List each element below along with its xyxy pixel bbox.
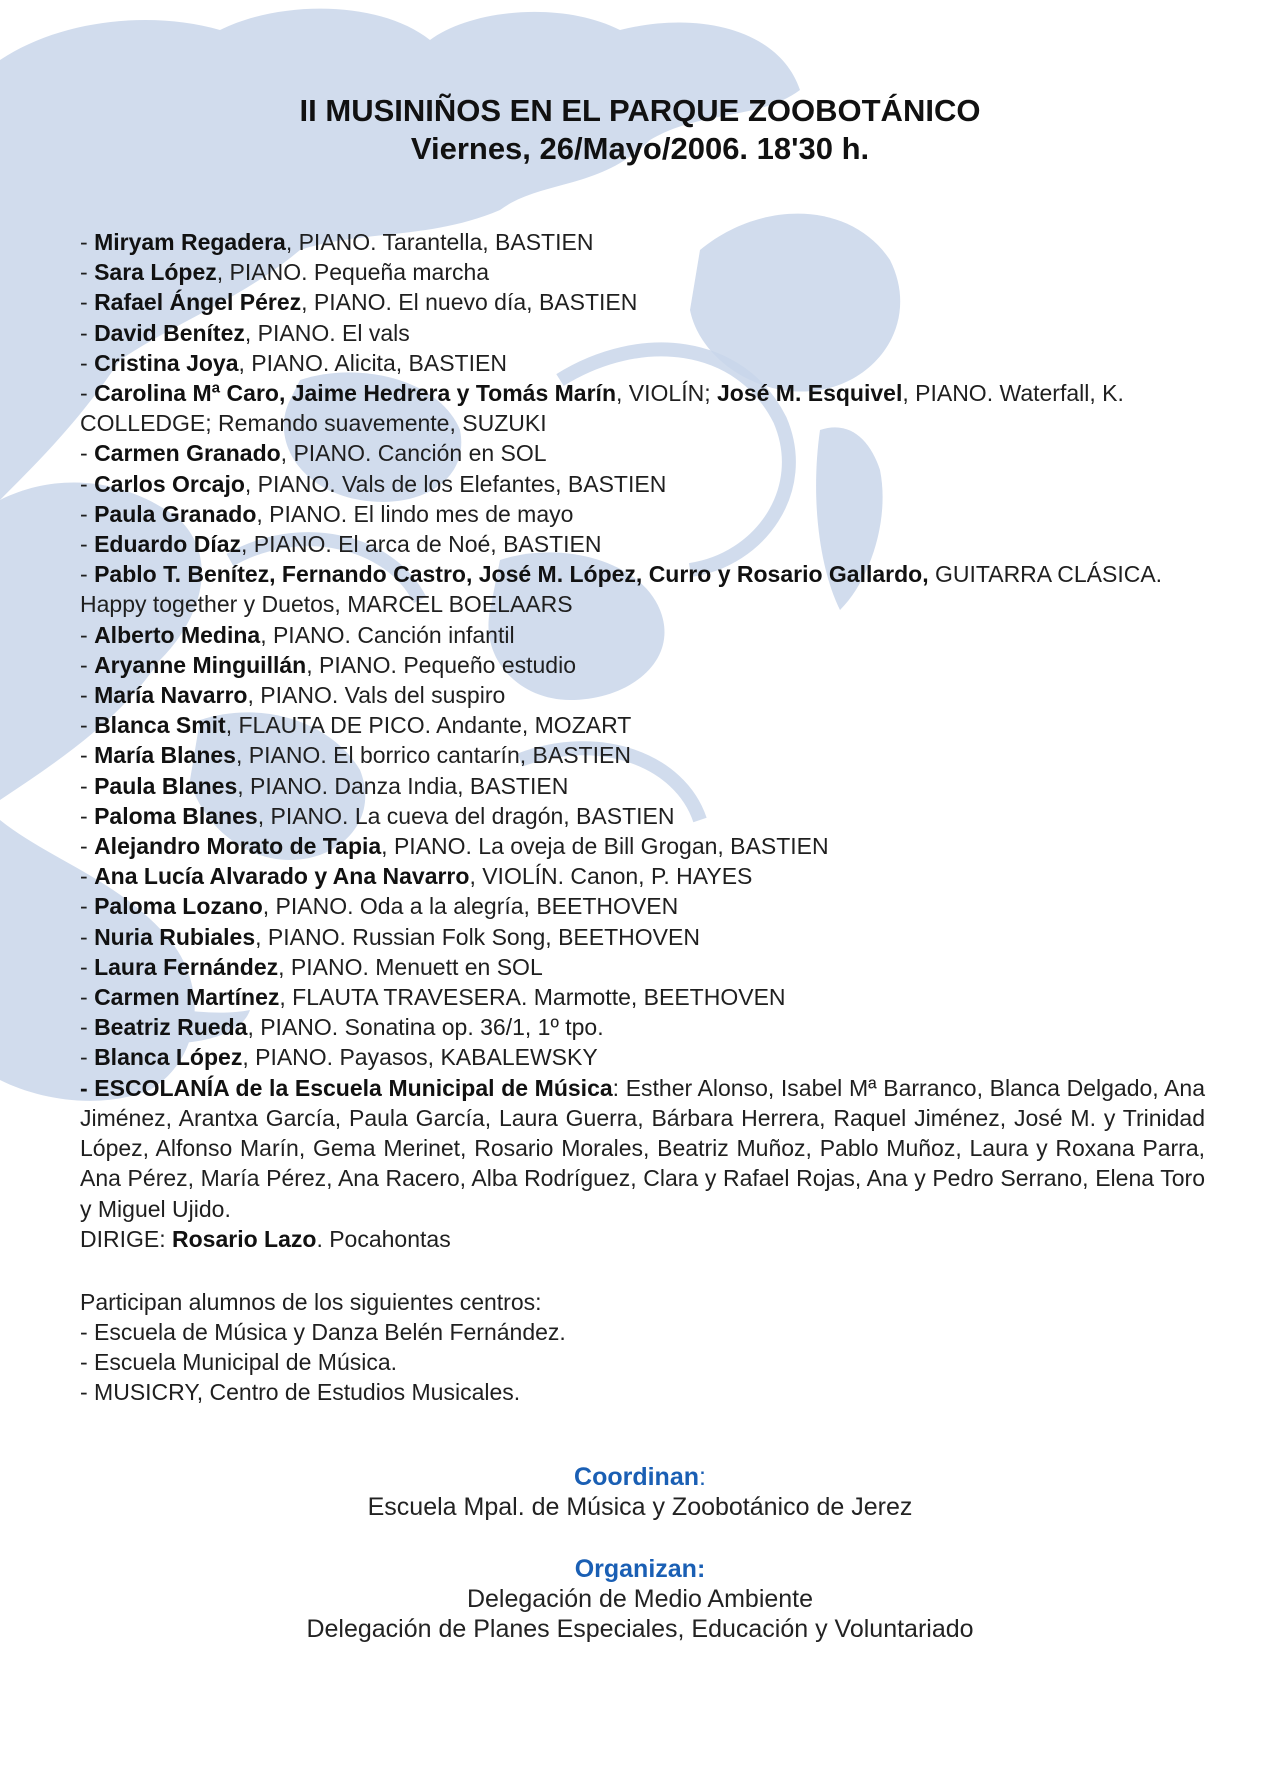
entry-dash: -: [80, 682, 95, 709]
performance-entry: [80, 982, 1205, 1012]
center-item: - Escuela de Música y Danza Belén Fernández.: [80, 1319, 566, 1345]
performance-entry: [80, 650, 1205, 680]
performance-entry: [80, 318, 1205, 348]
event-title: II MUSINIÑOS EN EL PARQUE ZOOBOTÁNICO: [299, 93, 981, 128]
entry-dash: -: [80, 229, 95, 255]
entry-dash: -: [80, 259, 95, 286]
performance-entry: [80, 891, 1205, 921]
performer-name: Laura Fernández: [94, 953, 279, 980]
entry-dash: -: [80, 863, 95, 890]
performer-name: Blanca Smit: [94, 712, 226, 739]
performance-entry: [80, 620, 1205, 650]
entry-dash: -: [80, 440, 95, 467]
center-item: - Escuela Municipal de Música.: [80, 1349, 398, 1375]
entry-dash: -: [80, 953, 95, 980]
performer-name: Sara López: [94, 259, 217, 286]
entry-dash: -: [80, 1044, 95, 1071]
entry-dash: -: [80, 319, 95, 346]
performance-details: , VIOLÍN. Canon, P. HAYES: [469, 863, 753, 890]
performer-name: Blanca López: [94, 1044, 243, 1071]
entry-dash: -: [80, 531, 95, 558]
performance-entry: [80, 952, 1205, 982]
performer-name: Carolina Mª Caro, Jaime Hedrera y Tomás Marín: [94, 380, 616, 407]
performance-entry: [80, 287, 1205, 317]
performance-details: , PIANO. El nuevo día, BASTIEN: [301, 289, 638, 316]
flyer-header: [0, 92, 1280, 168]
entry-dash: -: [80, 561, 95, 588]
performance-entry: [80, 922, 1205, 952]
credits-section: [0, 1462, 1280, 1644]
performer-name: Alberto Medina: [94, 621, 261, 648]
performance-program: [80, 227, 1205, 1254]
coordinate-heading: [0, 1462, 1280, 1492]
performance-entry: [80, 348, 1205, 378]
performance-entry: [80, 801, 1205, 831]
performer-name: Paloma Blanes: [94, 802, 258, 829]
performer-name: María Blanes: [94, 742, 236, 769]
performer-name: Rafael Ángel Pérez: [94, 289, 302, 316]
performer-name: Eduardo Díaz: [94, 531, 242, 558]
escolania-members: : Esther Alonso, Isabel Mª Barranco, Blanca Delgado, Ana Jiménez, Arantxa García, Paula García, Laura Guerra, Bárbara Herrera, Raquel Jiménez, José M. y Trinidad López, Alfonso Marín, Gema Merinet, Rosario Morales, Beatriz Muñoz, Pablo Muñoz, Laura y Roxana Parra, Ana Pérez, María Pérez, Ana Racero, Alba Rodríguez, Clara y Rafael Rojas, Ana y Pedro Serrano, Elena Toro y Miguel Ujido.: [80, 1074, 1205, 1222]
organize-heading: [0, 1554, 1280, 1584]
entry-dash: -: [80, 893, 95, 920]
organizer-item: Delegación de Planes Especiales, Educación y Voluntariado: [306, 1615, 974, 1643]
entry-dash: -: [80, 772, 95, 799]
performer-name: Carmen Granado: [94, 440, 281, 467]
performance-entry: [80, 1012, 1205, 1042]
performer-name: David Benítez: [94, 319, 245, 346]
performer-name: José M. Esquivel: [716, 380, 903, 407]
performance-list: [80, 227, 1205, 1073]
entry-dash: -: [80, 833, 95, 860]
performance-entry: [80, 499, 1205, 529]
performance-details: , PIANO. Vals de los Elefantes, BASTIEN: [244, 470, 667, 497]
performance-details: , PIANO. El lindo mes de mayo: [256, 500, 574, 527]
entry-dash: -: [80, 984, 95, 1011]
performance-entry: [80, 831, 1205, 861]
performance-entry: [80, 710, 1205, 740]
entry-dash: -: [80, 1014, 95, 1041]
performance-details: , PIANO. Alicita, BASTIEN: [238, 349, 507, 376]
performance-details: GUITARRA CLÁSICA. Happy together y Duetos, MARCEL BOELAARS: [80, 561, 1163, 618]
performer-name: Aryanne Minguillán: [94, 651, 307, 678]
organize-label: Organizan:: [574, 1555, 706, 1583]
performer-name: María Navarro: [94, 682, 248, 709]
performer-name: Alejandro Morato de Tapia: [94, 833, 382, 860]
entry-dash: -: [80, 651, 95, 678]
performer-name: Miryam Regadera: [94, 229, 286, 255]
performance-entry: [80, 469, 1205, 499]
performer-name: Nuria Rubiales: [94, 923, 256, 950]
entry-dash: -: [80, 380, 95, 407]
entry-dash: -: [80, 712, 95, 739]
coordinate-colon: :: [699, 1463, 706, 1491]
escolania-label: - ESCOLANÍA de la Escuela Municipal de Música: [80, 1074, 613, 1101]
performance-details: , PIANO. Menuett en SOL: [278, 953, 543, 980]
performance-entry: [80, 529, 1205, 559]
director-name: Rosario Lazo: [172, 1225, 317, 1252]
performance-entry: [80, 257, 1205, 287]
performance-entry: [80, 227, 1205, 257]
performance-entry: [80, 680, 1205, 710]
coordinate-value: Escuela Mpal. de Música y Zoobotánico de Jerez: [367, 1493, 913, 1521]
entry-dash: -: [80, 470, 95, 497]
performer-name: Carmen Martínez: [94, 984, 280, 1011]
performance-details: , PIANO. Pequeña marcha: [216, 259, 490, 286]
performance-entry: [80, 1042, 1205, 1072]
performance-details: , PIANO. Tarantella, BASTIEN: [285, 229, 594, 255]
escolania-entry: [80, 1073, 1205, 1224]
performance-entry: [80, 378, 1205, 438]
organizer-item: Delegación de Medio Ambiente: [466, 1585, 814, 1613]
performance-details: , PIANO. Oda a la alegría, BEETHOVEN: [262, 893, 679, 920]
entry-dash: -: [80, 500, 95, 527]
performance-details: , PIANO. El vals: [244, 319, 410, 346]
director-line: [80, 1224, 1205, 1254]
coordinate-label: Coordinan: [574, 1463, 700, 1491]
performance-details: , FLAUTA DE PICO. Andante, MOZART: [225, 712, 632, 739]
performer-name: Paloma Lozano: [94, 893, 263, 920]
performance-details: , PIANO. La cueva del dragón, BASTIEN: [257, 802, 675, 829]
centers-intro: Participan alumnos de los siguientes centros:: [80, 1289, 542, 1315]
entry-dash: -: [80, 621, 95, 648]
entry-dash: -: [80, 289, 95, 316]
performer-name: Carlos Orcajo: [94, 470, 245, 497]
director-prefix: DIRIGE:: [80, 1225, 173, 1252]
performance-details: , PIANO. El arca de Noé, BASTIEN: [241, 531, 602, 558]
performance-details: , PIANO. Pequeño estudio: [306, 651, 576, 678]
entry-dash: -: [80, 802, 95, 829]
performance-entry: [80, 771, 1205, 801]
performance-details: , PIANO. Canción en SOL: [280, 440, 547, 467]
event-date-time: Viernes, 26/Mayo/2006. 18'30 h.: [410, 131, 870, 166]
center-item: - MUSICRY, Centro de Estudios Musicales.: [80, 1379, 521, 1405]
performer-name: Paula Blanes: [94, 772, 238, 799]
performance-details: , PIANO. La oveja de Bill Grogan, BASTIEN: [381, 833, 829, 860]
performance-details: , PIANO. Waterfall, K. COLLEDGE; Remando suavemente, SUZUKI: [80, 380, 1124, 437]
performance-details: , PIANO. Payasos, KABALEWSKY: [242, 1044, 598, 1071]
performance-details: , PIANO. Danza India, BASTIEN: [237, 772, 569, 799]
entry-dash: -: [80, 742, 95, 769]
performer-name: Beatriz Rueda: [94, 1014, 248, 1041]
performance-details: , PIANO. Vals del suspiro: [247, 682, 506, 709]
performance-details: , FLAUTA TRAVESERA. Marmotte, BEETHOVEN: [279, 984, 786, 1011]
performance-details: , PIANO. Sonatina op. 36/1, 1º tpo.: [247, 1014, 604, 1041]
performance-details: , VIOLÍN;: [616, 380, 717, 407]
participating-centers: [80, 1287, 1205, 1407]
performance-entry: [80, 861, 1205, 891]
performance-entry: [80, 740, 1205, 770]
performer-name: Ana Lucía Alvarado y Ana Navarro: [94, 863, 470, 890]
performance-entry: [80, 559, 1205, 619]
performer-name: Pablo T. Benítez, Fernando Castro, José M. López, Curro y Rosario Gallardo,: [94, 561, 929, 588]
director-piece: . Pocahontas: [316, 1225, 451, 1252]
entry-dash: -: [80, 923, 95, 950]
performer-name: Paula Granado: [94, 500, 257, 527]
performance-details: , PIANO. El borrico cantarín, BASTIEN: [235, 742, 631, 769]
performer-name: Cristina Joya: [94, 349, 239, 376]
entry-dash: -: [80, 349, 95, 376]
performance-entry: [80, 438, 1205, 468]
performance-details: , PIANO. Canción infantil: [260, 621, 515, 648]
performance-details: , PIANO. Russian Folk Song, BEETHOVEN: [255, 923, 700, 950]
